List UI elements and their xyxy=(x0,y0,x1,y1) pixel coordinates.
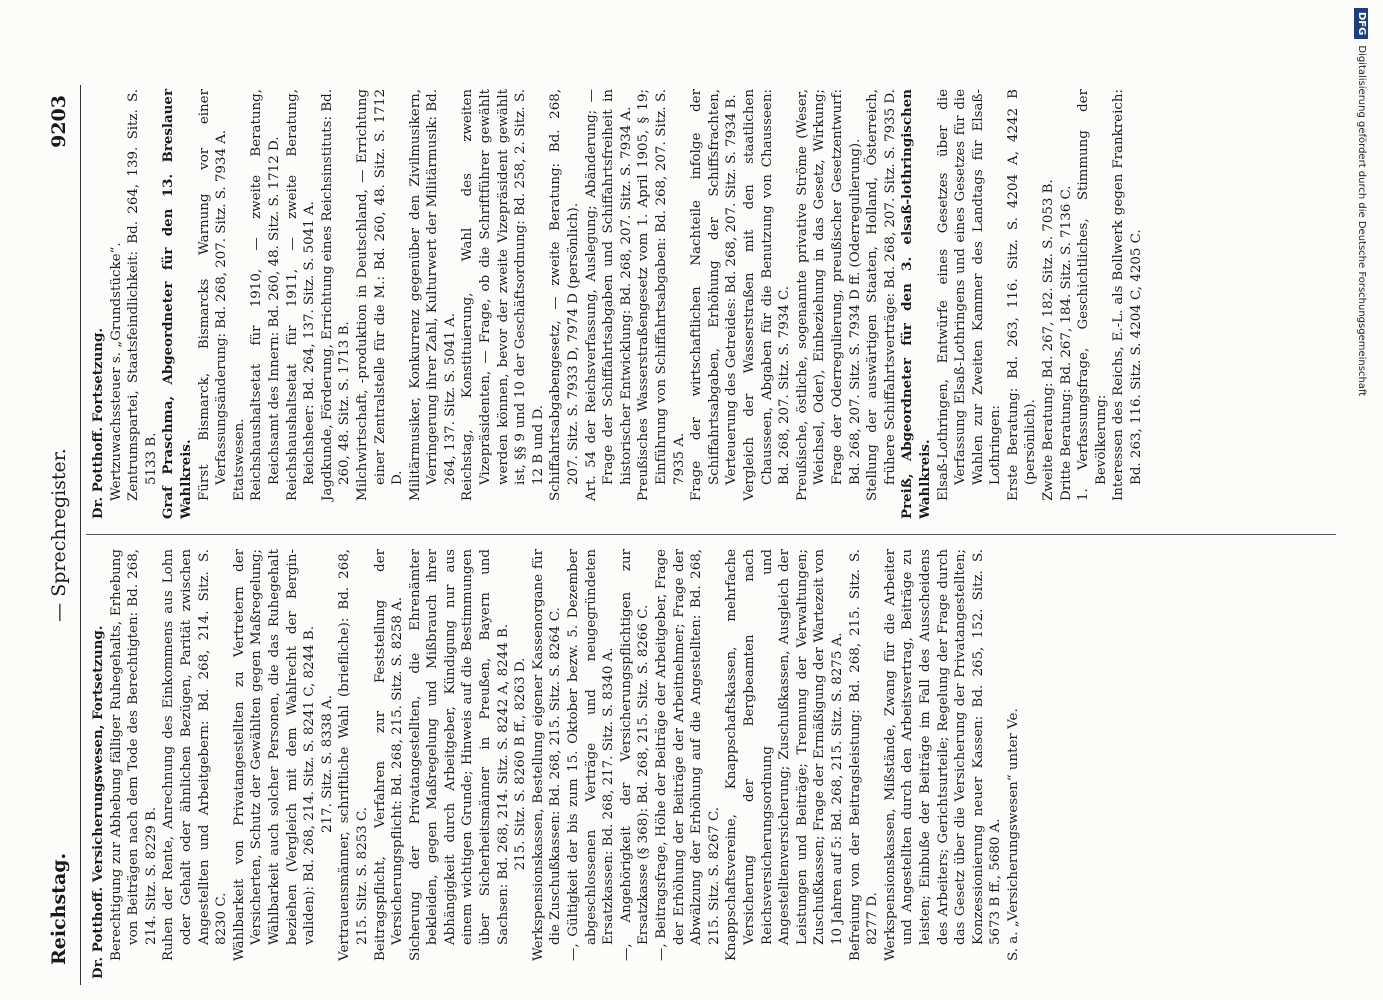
page-number: 9203 xyxy=(48,95,70,148)
dfg-credit: Digitalisierung gefördert durch die Deutsche Forschungsgemeinschaft xyxy=(1356,45,1367,397)
register-entry: Vergleich der Wasserstraßen mit den staatlichen Chausseen, Abgaben für die Benutzung von Chausseen: Bd. 268, 207. Sitz. S. 7934 C. xyxy=(741,89,793,501)
register-entry: Stellung der auswärtigen Staaten, Holland, Österreich, frühere Schiffahrtsverträge: Bd. 268, 207. Sitz. S. 7935 D. xyxy=(865,89,898,501)
register-entry: 215. Sitz. S. 8260 B ff., 8263 D. xyxy=(513,657,529,871)
register-entry-heading: Preiß, Abgeordneter für den 3. elsaß-lothringischen Wahlkreis. xyxy=(899,89,933,519)
dfg-logo: DFG xyxy=(1354,8,1368,39)
register-entry: Preußisches Wasserstraßengesetz vom 1. April 1905, § 19; Einführung von Schiffahrtsabgaben: Bd. 268, 207. Sitz. S. 7935 A. xyxy=(636,89,687,501)
register-entry: Werkspensionskassen, Bestellung eigener Kassenorgane für die Zuschußkassen: Bd. 268, 215. Sitz. S. 8264 C. xyxy=(530,549,564,961)
header-center: — Sprechregister. xyxy=(48,448,70,622)
running-head xyxy=(40,85,81,985)
register-entry-heading: Graf Praschma, Abgeordneter für den 13. Breslauer Wahlkreis. xyxy=(160,89,194,519)
register-entry: Reichstag, Konstituierung, Wahl des zweiten Vizepräsidenten, — Frage, ob die Schriftführer gewählt werden können, bevor der zweite Vizepräsident gewählt ist, §§ 9 und 10 der Geschäftsordnung: Bd. 258, 2. Sitz. S. 12 B und D. xyxy=(460,89,546,501)
register-entry: Ruhen der Rente, Anrechnung des Einkommens aus Lohn oder Gehalt oder ähnlichen Bezügen, Parität zwischen Angestellten und Arbeitgebern: Bd. 268, 214. Sitz. S. 8230 C. xyxy=(161,549,230,961)
register-entry: Etatswesen. xyxy=(231,418,247,501)
register-entry: —, Beitragsfrage, Höhe der Beiträge der Arbeitgeber, Frage der Erhöhung der Beiträge der Arbeitnehmer; Frage der Abwälzung der Erhöhung auf die Angestellten: Bd. 268, 215. Sitz. S. 8267 C. xyxy=(654,549,722,961)
register-entry: Jagdkunde, Förderung, Errichtung eines Reichsinstituts: Bd. 260, 48. Sitz. S. 1713 B. xyxy=(319,89,353,501)
register-entry-heading: Dr. Potthoff. Fortsetzung. xyxy=(90,327,106,519)
register-entry: Reichshaushaltsetat für 1911, — zweite Beratung, Reichsheer: Bd. 264, 137. Sitz. S. 5041 A. xyxy=(284,89,318,501)
register-entry: —, Angehörigkeit der Versicherungspflichtigen zur Ersatzkasse (§ 368): Bd. 268, 215. Sitz. S. 8266 C. xyxy=(618,549,652,961)
register-entry: Milchwirtschaft, -produktion in Deutschland, — Errichtung einer Zentralstelle für die M.: Bd. 260, 48. Sitz. S. 1712 D. xyxy=(354,89,406,501)
register-entry: Wertzuwachssteuer s. „Grundstücke“. xyxy=(108,242,124,501)
dfg-side-note xyxy=(1350,8,1372,988)
register-entry: Schiffahrtsabgabengesetz, — zweite Beratung: Bd. 268, 207. Sitz. S. 7933 D, 7974 D (persönlich). xyxy=(548,89,582,501)
dfg-text-row xyxy=(1350,8,1372,988)
register-entry: Frage der wirtschaftlichen Nachteile infolge der Schiffahrtsabgaben, Erhöhung der Schiffsfrachten, Verteuerung des Getreides: Bd. 268, 207. Sitz. S. 7934 B. xyxy=(689,89,740,501)
register-entry: —, Gültigkeit der bis zum 15. Oktober bezw. 5. Dezember abgeschlossenen Verträge und neugegründeten Ersatzkassen: Bd. 268, 217. Sitz. S. 8340 A. xyxy=(566,549,617,961)
column-divider xyxy=(86,534,1336,535)
register-entry: Befreiung von der Beitragsleistung: Bd. 268, 215. Sitz. S. 8277 D. xyxy=(847,549,881,961)
register-entry: Wählbarkeit von Privatangestellten zu Vertretern der Versicherten, Schutz der Gewählten gegen Maßregelung; Wählbarkeit auch solcher Personen, die das Ruhegehalt beziehen (Vergleich mit dem Wahlrecht der Berginvaliden): Bd. 268, 214. Sitz. S. 8241 C, 8244 B. xyxy=(231,549,318,961)
register-entry: Sicherung der Privatangestellten, die Ehrenämter bekleiden, gegen Maßregelung und Mißbrauch ihrer Abhängigkeit durch Arbeitgeber, Kündigung nur aus einem wichtigen Grunde; Hinweis auf die Bestimmungen über Sicherheitsmänner in Preußen, Bayern und Sachsen: Bd. 268, 214. Sitz. S. 8242 A, 8244 B. xyxy=(407,549,511,961)
register-entry: Werkspensionskassen, Mißstände, Zwang für die Arbeiter und Angestellten durch den Arbeitsvertrag, Beiträge zu leisten; Einbuße der Beiträge im Fall des Ausscheidens des Arbeiters; Gerichtsurteile; Regelung der Frage durch das Gesetz über die Versicherung der Privatangestellten; Konzessionierung neuer Kassen: Bd. 265, 152. Sitz. S. 5673 B ff., 5680 A. xyxy=(882,549,1004,961)
register-entry: Fürst Bismarck, Bismarcks Warnung vor einer Verfassungsänderung: Bd. 268, 207. Sitz. S. 7934 A. xyxy=(196,89,230,501)
rotated-sheet xyxy=(40,85,1340,985)
right-column xyxy=(90,89,1146,519)
register-entry: Interessen des Reichs, E.-L. als Bollwerk gegen Frankreich: Bd. 263, 116. Sitz. S. 4204 C, 4205 C. xyxy=(1111,89,1145,501)
register-entry: 217. Sitz. S. 8338 A. xyxy=(319,695,335,833)
register-entry: Zweite Beratung: Bd. 267, 182. Sitz. S. 7053 B. xyxy=(1041,179,1057,501)
register-entry: Erste Beratung: Bd. 263, 116. Sitz. S. 4204 A, 4242 B (persönlich). xyxy=(1005,89,1039,501)
register-entry: Elsaß-Lothringen, Entwürfe eines Gesetzes über die Verfassung Elsaß-Lothringens und eines Gesetzes für die Wahlen zur Zweiten Kammer des Landtags für Elsaß-Lothringen: xyxy=(935,89,1004,501)
register-entry: Zentrumspartei, Staatsfeindlichkeit: Bd. 264, 139. Sitz. S. 5133 B. xyxy=(126,89,159,501)
header-left: Reichstag. xyxy=(48,852,70,965)
register-entry: Dritte Beratung: Bd. 267, 184. Sitz. S. 7136 C. xyxy=(1058,185,1074,501)
register-entry: Vertrauensmänner, schriftliche Wahl (briefliche): Bd. 268, 215. Sitz. S. 8253 C. xyxy=(337,549,370,961)
register-entry: Reichshaushaltsetat für 1910, — zweite Beratung, Reichsamt des Innern: Bd. 260, 48. Sitz. S. 1712 D. xyxy=(249,89,282,501)
register-entry: 1. Verfassungsfrage, Geschichtliches, Stimmung der Bevölkerung: xyxy=(1076,89,1109,501)
register-entry: Beitragspflicht, Verfahren zur Feststellung der Versicherungspflicht: Bd. 268, 215. Sitz. S. 8258 A. xyxy=(372,549,406,961)
register-entry-heading: Dr. Potthoff. Versicherungswesen, Fortsetzung. xyxy=(90,625,106,979)
register-entry: S. a. „Versicherungswesen“ unter Ve. xyxy=(1005,708,1021,961)
register-entry: Art. 54 der Reichsverfassung, Auslegung; Abänderung; — Frage der Schiffahrtsabgaben und Schiffahrtsfreiheit in historischer Entwicklung: Bd. 268, 207. Sitz. S. 7934 A. xyxy=(583,89,634,501)
register-entry: Berechtigung zur Abhebung fälliger Ruhegehalts, Erhebung von Beiträgen nach dem Tode des Berechtigten: Bd. 268, 214. Sitz. S. 8229 B. xyxy=(108,549,159,961)
register-entry: Militärmusiker, Konkurrenz gegenüber den Zivilmusikern, Verringerung ihrer Zahl, Kulturwert der Militärmusik: Bd. 264, 137. Sitz. S. 5041 A. xyxy=(407,89,458,501)
register-entry: Preußische, östliche, sogenannte privative Ströme (Weser, Weichsel, Oder), Einbeziehung in das Gesetz, Wirkung; Frage der Oderregulierung, preußischer Gesetzentwurf: Bd. 268, 207. Sitz. S. 7934 D ff. (Oderregulierung). xyxy=(794,89,863,501)
left-column xyxy=(90,549,1022,979)
register-entry: Knappschaftsvereine, Knappschaftskassen, mehrfache Versicherung der Bergbeamten nach Reichsversicherungsordnung und Angestelltenversicherung; Zuschußkassen, Ausgleich der Leistungen und Beiträge; Trennung der Verwaltungen; Zuschußkassen; Frage der Ermäßigung der Wartezeit von 10 Jahren auf 5: Bd. 268, 215. Sitz. S. 8275 A. xyxy=(724,549,845,961)
